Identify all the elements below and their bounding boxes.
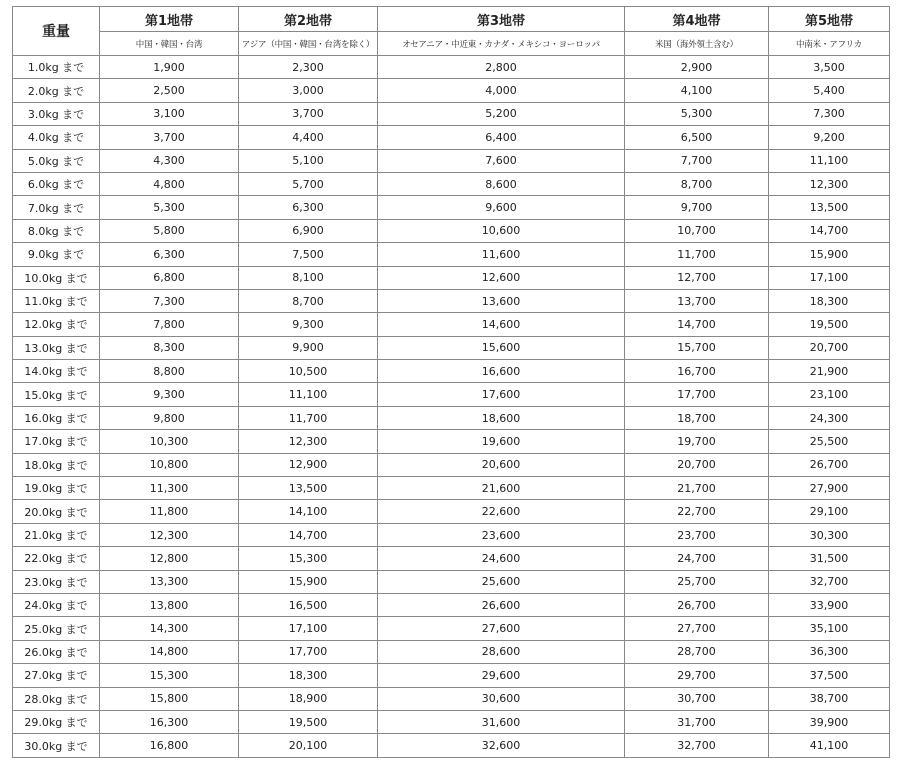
weight-cell: 25.0kg まで <box>13 617 100 640</box>
weight-cell: 11.0kg まで <box>13 289 100 312</box>
zone-1-price-cell: 8,300 <box>100 336 239 359</box>
zone-4-price-cell: 31,700 <box>625 710 769 733</box>
weight-cell: 15.0kg まで <box>13 383 100 406</box>
zone-3-price-cell: 9,600 <box>378 196 625 219</box>
zone-2-price-cell: 3,700 <box>239 102 378 125</box>
zone-5-price-cell: 41,100 <box>769 734 890 757</box>
zone-1-region: 中国・韓国・台湾 <box>100 32 239 56</box>
zone-5-region: 中南米・アフリカ <box>769 32 890 56</box>
weight-cell: 29.0kg まで <box>13 710 100 733</box>
zone-4-price-cell: 20,700 <box>625 453 769 476</box>
zone-1-header: 第1地帯 <box>100 7 239 32</box>
table-row <box>13 617 890 640</box>
weight-cell: 6.0kg まで <box>13 172 100 195</box>
weight-cell: 13.0kg まで <box>13 336 100 359</box>
zone-1-price-cell: 9,800 <box>100 406 239 429</box>
zone-4-price-cell: 29,700 <box>625 664 769 687</box>
zone-3-price-cell: 24,600 <box>378 547 625 570</box>
weight-cell: 20.0kg まで <box>13 500 100 523</box>
weight-cell: 28.0kg まで <box>13 687 100 710</box>
zone-1-price-cell: 7,800 <box>100 313 239 336</box>
zone-4-price-cell: 6,500 <box>625 126 769 149</box>
table-row <box>13 196 890 219</box>
zone-5-price-cell: 26,700 <box>769 453 890 476</box>
weight-cell: 12.0kg まで <box>13 313 100 336</box>
table-row <box>13 687 890 710</box>
weight-cell: 16.0kg まで <box>13 406 100 429</box>
zone-4-price-cell: 9,700 <box>625 196 769 219</box>
weight-cell: 19.0kg まで <box>13 477 100 500</box>
zone-1-price-cell: 12,300 <box>100 523 239 546</box>
zone-4-price-cell: 17,700 <box>625 383 769 406</box>
zone-5-price-cell: 7,300 <box>769 102 890 125</box>
zone-5-price-cell: 31,500 <box>769 547 890 570</box>
zone-5-header: 第5地帯 <box>769 7 890 32</box>
zone-3-price-cell: 23,600 <box>378 523 625 546</box>
table-row <box>13 289 890 312</box>
table-row <box>13 336 890 359</box>
table-row <box>13 219 890 242</box>
zone-4-price-cell: 28,700 <box>625 640 769 663</box>
table-row <box>13 79 890 102</box>
zone-5-price-cell: 18,300 <box>769 289 890 312</box>
zone-5-price-cell: 25,500 <box>769 430 890 453</box>
zone-3-price-cell: 5,200 <box>378 102 625 125</box>
zone-5-price-cell: 37,500 <box>769 664 890 687</box>
zone-2-price-cell: 9,300 <box>239 313 378 336</box>
zone-2-price-cell: 5,700 <box>239 172 378 195</box>
zone-1-price-cell: 13,300 <box>100 570 239 593</box>
zone-1-price-cell: 5,800 <box>100 219 239 242</box>
weight-cell: 1.0kg まで <box>13 56 100 79</box>
zone-3-price-cell: 25,600 <box>378 570 625 593</box>
zone-4-price-cell: 16,700 <box>625 360 769 383</box>
zone-1-price-cell: 16,800 <box>100 734 239 757</box>
zone-4-price-cell: 21,700 <box>625 477 769 500</box>
table-row <box>13 126 890 149</box>
zone-3-price-cell: 11,600 <box>378 243 625 266</box>
table-row <box>13 500 890 523</box>
zone-2-price-cell: 20,100 <box>239 734 378 757</box>
zone-3-price-cell: 4,000 <box>378 79 625 102</box>
zone-5-price-cell: 24,300 <box>769 406 890 429</box>
table-row <box>13 547 890 570</box>
zone-1-price-cell: 15,800 <box>100 687 239 710</box>
zone-3-price-cell: 13,600 <box>378 289 625 312</box>
zone-3-price-cell: 16,600 <box>378 360 625 383</box>
zone-4-price-cell: 18,700 <box>625 406 769 429</box>
zone-3-price-cell: 28,600 <box>378 640 625 663</box>
zone-2-price-cell: 15,300 <box>239 547 378 570</box>
zone-2-price-cell: 4,400 <box>239 126 378 149</box>
zone-3-price-cell: 29,600 <box>378 664 625 687</box>
zone-5-price-cell: 36,300 <box>769 640 890 663</box>
zone-2-price-cell: 11,100 <box>239 383 378 406</box>
zone-2-price-cell: 3,000 <box>239 79 378 102</box>
zone-1-price-cell: 7,300 <box>100 289 239 312</box>
weight-cell: 3.0kg まで <box>13 102 100 125</box>
zone-4-price-cell: 13,700 <box>625 289 769 312</box>
weight-cell: 23.0kg まで <box>13 570 100 593</box>
weight-cell: 30.0kg まで <box>13 734 100 757</box>
zone-5-price-cell: 30,300 <box>769 523 890 546</box>
table-row <box>13 360 890 383</box>
zone-3-price-cell: 21,600 <box>378 477 625 500</box>
weight-cell: 4.0kg まで <box>13 126 100 149</box>
zone-1-price-cell: 13,800 <box>100 593 239 616</box>
zone-2-price-cell: 14,700 <box>239 523 378 546</box>
weight-cell: 17.0kg まで <box>13 430 100 453</box>
zone-2-price-cell: 7,500 <box>239 243 378 266</box>
weight-cell: 21.0kg まで <box>13 523 100 546</box>
zone-3-price-cell: 17,600 <box>378 383 625 406</box>
zone-4-price-cell: 12,700 <box>625 266 769 289</box>
zone-5-price-cell: 12,300 <box>769 172 890 195</box>
zone-2-price-cell: 12,300 <box>239 430 378 453</box>
zone-2-price-cell: 15,900 <box>239 570 378 593</box>
zone-3-price-cell: 32,600 <box>378 734 625 757</box>
table-row <box>13 56 890 79</box>
table-row <box>13 406 890 429</box>
zone-4-price-cell: 5,300 <box>625 102 769 125</box>
zone-2-price-cell: 2,300 <box>239 56 378 79</box>
zone-5-price-cell: 23,100 <box>769 383 890 406</box>
zone-2-header: 第2地帯 <box>239 7 378 32</box>
region-header-row <box>13 32 890 56</box>
table-row <box>13 172 890 195</box>
zone-5-price-cell: 32,700 <box>769 570 890 593</box>
table-row <box>13 523 890 546</box>
weight-cell: 8.0kg まで <box>13 219 100 242</box>
zone-2-price-cell: 17,700 <box>239 640 378 663</box>
zone-1-price-cell: 10,300 <box>100 430 239 453</box>
table-row <box>13 477 890 500</box>
zone-3-price-cell: 20,600 <box>378 453 625 476</box>
zone-2-price-cell: 8,100 <box>239 266 378 289</box>
zone-4-price-cell: 23,700 <box>625 523 769 546</box>
table-row <box>13 313 890 336</box>
weight-cell: 22.0kg まで <box>13 547 100 570</box>
zone-4-price-cell: 19,700 <box>625 430 769 453</box>
zone-1-price-cell: 9,300 <box>100 383 239 406</box>
zone-2-price-cell: 13,500 <box>239 477 378 500</box>
weight-cell: 9.0kg まで <box>13 243 100 266</box>
zone-1-price-cell: 14,800 <box>100 640 239 663</box>
table-row <box>13 593 890 616</box>
zone-2-price-cell: 6,900 <box>239 219 378 242</box>
zone-1-price-cell: 16,300 <box>100 710 239 733</box>
zone-4-price-cell: 25,700 <box>625 570 769 593</box>
weight-cell: 14.0kg まで <box>13 360 100 383</box>
zone-3-price-cell: 2,800 <box>378 56 625 79</box>
zone-4-price-cell: 4,100 <box>625 79 769 102</box>
zone-5-price-cell: 5,400 <box>769 79 890 102</box>
zone-1-price-cell: 10,800 <box>100 453 239 476</box>
zone-1-price-cell: 3,700 <box>100 126 239 149</box>
zone-1-price-cell: 3,100 <box>100 102 239 125</box>
zone-2-price-cell: 12,900 <box>239 453 378 476</box>
zone-5-price-cell: 21,900 <box>769 360 890 383</box>
zone-5-price-cell: 29,100 <box>769 500 890 523</box>
zone-1-price-cell: 6,800 <box>100 266 239 289</box>
zone-5-price-cell: 39,900 <box>769 710 890 733</box>
zone-3-price-cell: 6,400 <box>378 126 625 149</box>
zone-4-price-cell: 30,700 <box>625 687 769 710</box>
zone-5-price-cell: 11,100 <box>769 149 890 172</box>
zone-3-price-cell: 12,600 <box>378 266 625 289</box>
shipping-rate-table <box>12 6 890 758</box>
weight-cell: 26.0kg まで <box>13 640 100 663</box>
zone-5-price-cell: 20,700 <box>769 336 890 359</box>
zone-4-price-cell: 7,700 <box>625 149 769 172</box>
zone-3-price-cell: 27,600 <box>378 617 625 640</box>
zone-2-price-cell: 6,300 <box>239 196 378 219</box>
zone-4-price-cell: 24,700 <box>625 547 769 570</box>
zone-4-price-cell: 8,700 <box>625 172 769 195</box>
zone-5-price-cell: 33,900 <box>769 593 890 616</box>
zone-5-price-cell: 19,500 <box>769 313 890 336</box>
zone-4-price-cell: 22,700 <box>625 500 769 523</box>
table-row <box>13 664 890 687</box>
zone-4-price-cell: 11,700 <box>625 243 769 266</box>
zone-4-price-cell: 2,900 <box>625 56 769 79</box>
zone-3-price-cell: 19,600 <box>378 430 625 453</box>
zone-2-region: アジア（中国・韓国・台湾を除く） <box>239 32 378 56</box>
table-row <box>13 102 890 125</box>
zone-1-price-cell: 15,300 <box>100 664 239 687</box>
zone-4-price-cell: 10,700 <box>625 219 769 242</box>
zone-4-header: 第4地帯 <box>625 7 769 32</box>
zone-1-price-cell: 4,800 <box>100 172 239 195</box>
table-row <box>13 430 890 453</box>
zone-4-price-cell: 32,700 <box>625 734 769 757</box>
table-row <box>13 710 890 733</box>
zone-3-price-cell: 14,600 <box>378 313 625 336</box>
table-body <box>13 56 890 758</box>
zone-3-price-cell: 10,600 <box>378 219 625 242</box>
table-row <box>13 570 890 593</box>
table-row <box>13 243 890 266</box>
zone-5-price-cell: 14,700 <box>769 219 890 242</box>
zone-1-price-cell: 5,300 <box>100 196 239 219</box>
weight-cell: 24.0kg まで <box>13 593 100 616</box>
zone-5-price-cell: 38,700 <box>769 687 890 710</box>
table-row <box>13 266 890 289</box>
table-header <box>13 7 890 56</box>
zone-1-price-cell: 8,800 <box>100 360 239 383</box>
table-row <box>13 453 890 476</box>
table-row <box>13 734 890 757</box>
zone-4-price-cell: 26,700 <box>625 593 769 616</box>
zone-1-price-cell: 14,300 <box>100 617 239 640</box>
weight-cell: 7.0kg まで <box>13 196 100 219</box>
zone-2-price-cell: 11,700 <box>239 406 378 429</box>
zone-5-price-cell: 17,100 <box>769 266 890 289</box>
weight-column-header: 重量 <box>13 7 100 56</box>
zone-2-price-cell: 9,900 <box>239 336 378 359</box>
zone-3-price-cell: 31,600 <box>378 710 625 733</box>
zone-4-price-cell: 27,700 <box>625 617 769 640</box>
zone-3-price-cell: 26,600 <box>378 593 625 616</box>
zone-2-price-cell: 17,100 <box>239 617 378 640</box>
zone-5-price-cell: 27,900 <box>769 477 890 500</box>
zone-3-price-cell: 22,600 <box>378 500 625 523</box>
weight-cell: 2.0kg まで <box>13 79 100 102</box>
zone-2-price-cell: 16,500 <box>239 593 378 616</box>
zone-3-price-cell: 7,600 <box>378 149 625 172</box>
zone-4-region: 米国（海外領土含む） <box>625 32 769 56</box>
table-row <box>13 149 890 172</box>
zone-4-price-cell: 15,700 <box>625 336 769 359</box>
zone-1-price-cell: 2,500 <box>100 79 239 102</box>
zone-2-price-cell: 10,500 <box>239 360 378 383</box>
zone-2-price-cell: 14,100 <box>239 500 378 523</box>
weight-cell: 27.0kg まで <box>13 664 100 687</box>
zone-5-price-cell: 15,900 <box>769 243 890 266</box>
zone-1-price-cell: 12,800 <box>100 547 239 570</box>
zone-5-price-cell: 3,500 <box>769 56 890 79</box>
zone-1-price-cell: 6,300 <box>100 243 239 266</box>
zone-1-price-cell: 11,800 <box>100 500 239 523</box>
zone-3-region: オセアニア・中近東・カナダ・メキシコ・ヨーロッパ <box>378 32 625 56</box>
zone-1-price-cell: 1,900 <box>100 56 239 79</box>
table-row <box>13 640 890 663</box>
table-row <box>13 383 890 406</box>
zone-5-price-cell: 35,100 <box>769 617 890 640</box>
weight-cell: 18.0kg まで <box>13 453 100 476</box>
zone-3-price-cell: 8,600 <box>378 172 625 195</box>
zone-2-price-cell: 19,500 <box>239 710 378 733</box>
zone-4-price-cell: 14,700 <box>625 313 769 336</box>
weight-cell: 5.0kg まで <box>13 149 100 172</box>
zone-2-price-cell: 18,900 <box>239 687 378 710</box>
zone-1-price-cell: 11,300 <box>100 477 239 500</box>
zone-3-header: 第3地帯 <box>378 7 625 32</box>
zone-2-price-cell: 8,700 <box>239 289 378 312</box>
zone-5-price-cell: 13,500 <box>769 196 890 219</box>
zone-5-price-cell: 9,200 <box>769 126 890 149</box>
zone-3-price-cell: 30,600 <box>378 687 625 710</box>
zone-2-price-cell: 18,300 <box>239 664 378 687</box>
zone-header-row <box>13 7 890 32</box>
zone-1-price-cell: 4,300 <box>100 149 239 172</box>
weight-cell: 10.0kg まで <box>13 266 100 289</box>
zone-3-price-cell: 15,600 <box>378 336 625 359</box>
zone-2-price-cell: 5,100 <box>239 149 378 172</box>
zone-3-price-cell: 18,600 <box>378 406 625 429</box>
